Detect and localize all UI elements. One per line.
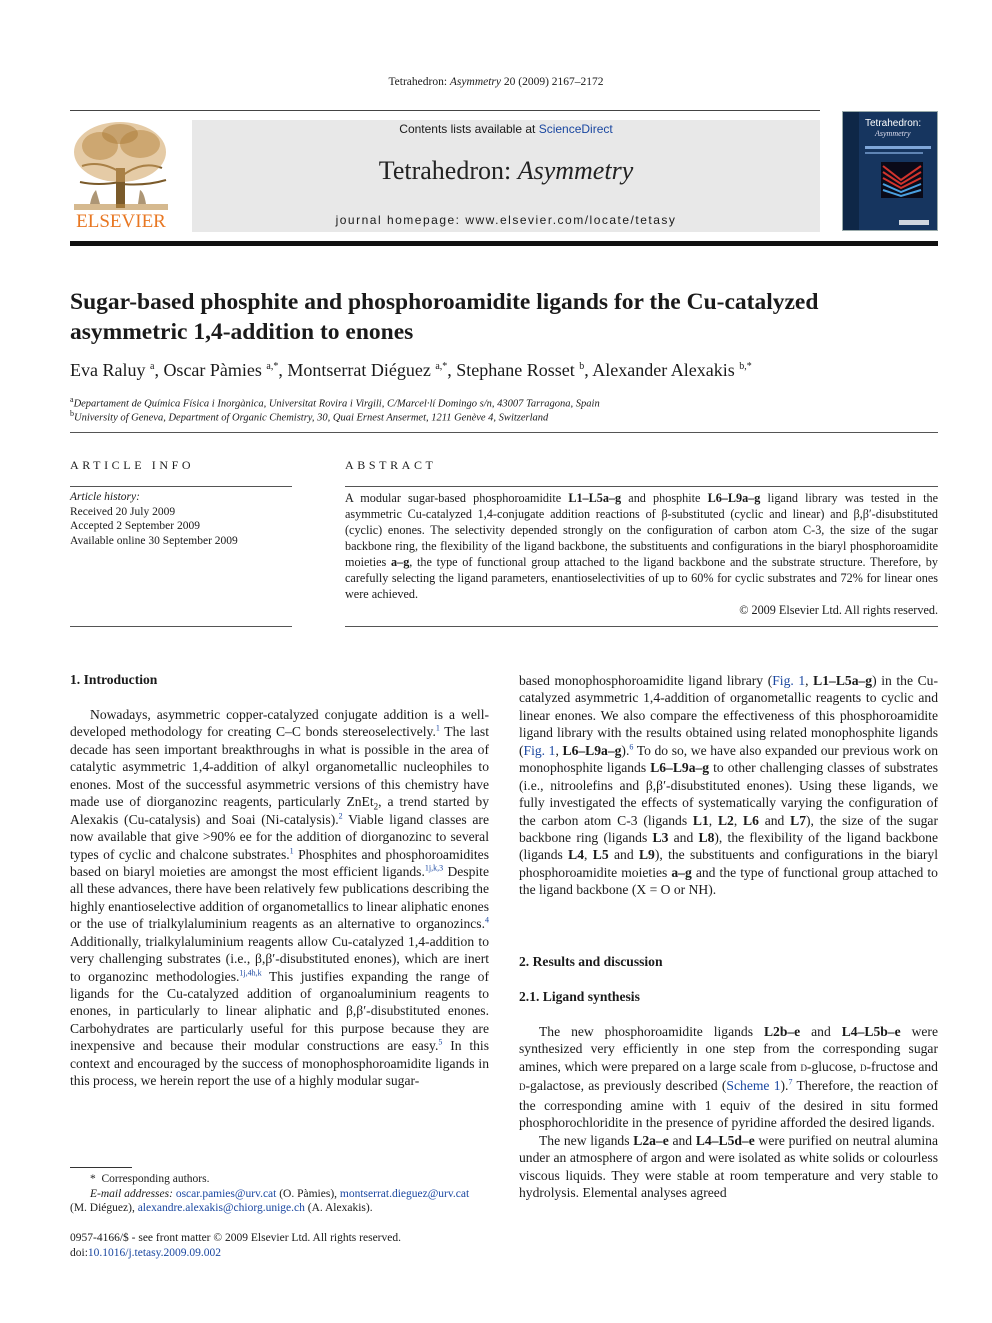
footnote-rule xyxy=(70,1167,132,1168)
abstract-bottom-rule xyxy=(345,626,938,627)
journal-reference: Tetrahedron: Asymmetry 20 (2009) 2167–2172 xyxy=(388,76,604,88)
journal-banner xyxy=(192,120,820,232)
author-name[interactable]: Alexander Alexakis xyxy=(592,360,735,380)
author-name[interactable]: Oscar Pàmies xyxy=(163,360,262,380)
header-thick-rule xyxy=(70,241,938,246)
journal-homepage-link[interactable]: journal homepage: www.elsevier.com/locate/tetasy xyxy=(335,213,677,227)
article-info-bottom-rule xyxy=(70,626,292,627)
intro-paragraph: Nowadays, asymmetric copper-catalyzed conjugate addition is a well-developed methodology for creating C–C bonds stereoselectively.$^1$ The last decade has seen important breakthroughs in what is possible in the area of catalytic asymmetric 1,4-addition of alkyl organometallic nucleophiles to enones. Most of the successful asymmetric versions of this chemistry have made use of diorganozinc reagents, particularly ZnEt$_2$, a trend started by Alexakis (Cu-catalysis) and Soai (Ni-catalysis).$^2$ Viable ligand classes are now available that give >90% ee for the addition of diorganozinc to several types of cyclic and chalcone substrates.$^1$ Phosphites and phosphoroamidites based on biaryl moieties are amongst the most efficient ligands.$^{1j,k,3}$ Despite all these advances, there have been relatively few publications describing the highly enantioselective addition of organometallics to linear aliphatic enones or the use of trialkylaluminium reagents as an alternative to organozincs.$^4$ Additionally, trialkylaluminium reagents allow Cu-catalyzed 1,4-addition to very challenging substrates (i.e., β,β′-disubstituted enones), which are inert to organozinc methodologies.$^{1j,4h,k}$ This justifies expanding the range of ligands for the Cu-catalyzed addition of organoaluminium reagents to enones, in particularly to linear aliphatic and β,β′-disubstituted enones. Carbohydrates are particularly useful for this purpose because they are inexpensive and because their modular constructions are easy.$^5$ In this context and encouraged by the success of monophosphoroamidite ligands in this process, we herein report the use of a highly modular sugar- xyxy=(70,707,490,1089)
abstract-label: ABSTRACT xyxy=(345,458,437,472)
cover-title: Tetrahedron: xyxy=(865,118,922,129)
article-title: Sugar-based phosphite and phosphoroamidite ligands for the Cu-catalyzed asymmetric 1,4-addition to enones xyxy=(70,289,819,345)
doi-link[interactable]: 10.1016/j.tetasy.2009.09.002 xyxy=(87,1246,221,1259)
affiliation-b: $^b$University of Geneva, Department of Organic Chemistry, 30, Quai Ernest Ansermet, 1211 Genève 4, Switzerland xyxy=(70,409,549,424)
issn-block: 0957-4166/$ - see front matter © 2009 Elsevier Ltd. All rights reserved. doi:10.1016/j.tetasy.2009.09.002 xyxy=(70,1232,401,1259)
online-date: Available online 30 September 2009 xyxy=(70,534,238,547)
author-list: Eva Raluy $^a$, Oscar Pàmies $^{a,*}$, Montserrat Diéguez $^{a,*}$, Stephane Rosset $^b$, Alexander Alexakis $^{b,*}$ xyxy=(70,360,752,380)
elsevier-wordmark[interactable]: ELSEVIER xyxy=(76,211,166,232)
cover-subtitle: Asymmetry xyxy=(875,129,911,138)
email-link[interactable]: alexandre.alexakis@chiorg.unige.ch xyxy=(137,1202,305,1214)
section-heading: 1. Introduction xyxy=(70,672,158,687)
copyright-notice: © 2009 Elsevier Ltd. All rights reserved. xyxy=(739,603,938,617)
ligand-synthesis-paragraph: The new phosphoroamidite ligands L2b–e and L4–L5b–e were synthesized very efficiently in one step from the corresponding sugar amines, which were prepared on a large scale from D-glucose, D-fructose and D-galactose, as previously described (Scheme 1).$^7$ Therefore, the reaction of the corresponding amine with 1 equiv of the desired in situ formed phosphorochloridite in the presence of pyridine afforded the desired ligands. The new ligands L2a–e and L4–L5d–e were purified on neutral alumina under an atmosphere of argon and were isolated as white solids or colourless viscous liquids. They were stable at room temperature and very stable to hydrolysis. Elemental analyses agreed xyxy=(519,1024,938,1200)
title-block-rule xyxy=(70,432,938,433)
email-link[interactable]: montserrat.dieguez@urv.cat xyxy=(339,1187,470,1200)
header-rule xyxy=(70,110,820,111)
affiliation-a: $^a$Departament de Química Física i Inorgànica, Universitat Rovira i Virgili, C/Marcel·lí Domingo s/n, 43007 Tarragona, Spain xyxy=(70,395,600,410)
author-name[interactable]: Montserrat Diéguez xyxy=(287,360,431,380)
cover-graphic-icon xyxy=(843,112,938,231)
article-info-label: ARTICLE INFO xyxy=(70,458,195,472)
journal-cover-image[interactable] xyxy=(842,111,938,231)
abstract-rule xyxy=(345,486,938,487)
section-heading: 2. Results and discussion xyxy=(519,954,663,969)
received-date: Received 20 July 2009 xyxy=(70,505,176,518)
elsevier-logo xyxy=(70,120,172,232)
author-name[interactable]: Stephane Rosset xyxy=(456,360,575,380)
abstract-text: A modular sugar-based phosphoroamidite L1–L5a–g and phosphite L6–L9a–g ligand library was tested in the asymmetric Cu-catalyzed 1,4-conjugate addition reactions of β-substituted (cyclic and linear) and β,β′-disubstituted (cyclic) enones. The selectivity depended strongly on the configuration of carbon atom C-3, the size of the sugar backbone ring, the flexibility of the ligand backbone, the substituents and configurations in the biaryl phosphoroamidite moieties a–g, the type of functional group attached to the ligand backbone and the substrate structure. Therefore, by carefully selecting the ligand parameters, enantioselectivities of up to 60% for cyclic substrates and 72% for linear ones were achieved. xyxy=(345,491,938,601)
intro-paragraph-continued: based monophosphoroamidite ligand library (Fig. 1, L1–L5a–g) in the Cu-catalyzed asymmetric 1,4-addition of organometallic reagents to cyclic and linear enones. We also compare the effectiveness of this phosphoroamidite ligand library with the results obtained using related monophosphite ligands (Fig. 1, L6–L9a–g).$^6$ To do so, we have also expanded our previous work on monophosphite ligands L6–L9a–g to other challenging classes of substrates (i.e., nitroolefins and β,β′-disubstituted enones). Using these ligands, we fully investigated the effects of systematically varying the configuration of the carbon atom C-3 (ligands L1, L2, L6 and L7), the size of the sugar backbone ring (ligands L3 and L8), the flexibility of the ligand backbone (ligands L4, L5 and L9), the substituents and configurations in the biaryl phosphoroamidite moieties a–g and the type of functional group attached to the ligand backbone (X = O or NH). xyxy=(519,673,939,898)
author-name[interactable]: Eva Raluy xyxy=(70,360,146,380)
article-info-rule xyxy=(70,486,292,487)
subsection-heading: 2.1. Ligand synthesis xyxy=(519,989,640,1004)
email-link[interactable]: oscar.pamies@urv.cat xyxy=(175,1187,277,1200)
accepted-date: Accepted 2 September 2009 xyxy=(70,520,200,532)
journal-title: Tetrahedron: Asymmetry xyxy=(378,156,634,185)
corresponding-author-footnote: * Corresponding authors. E-mail addresses: oscar.pamies@urv.cat (O. Pàmies), montserrat.dieguez@urv.cat (M. Diéguez), alexandre.alexakis@chiorg.unige.ch (A. Alexakis). xyxy=(70,1173,470,1214)
article-history: Article history: Received 20 July 2009 Accepted 2 September 2009 Available online 30 September 2009 xyxy=(70,490,292,548)
sciencedirect-link[interactable]: ScienceDirect xyxy=(538,122,613,136)
contents-line: Contents lists available at ScienceDirect xyxy=(399,122,613,136)
